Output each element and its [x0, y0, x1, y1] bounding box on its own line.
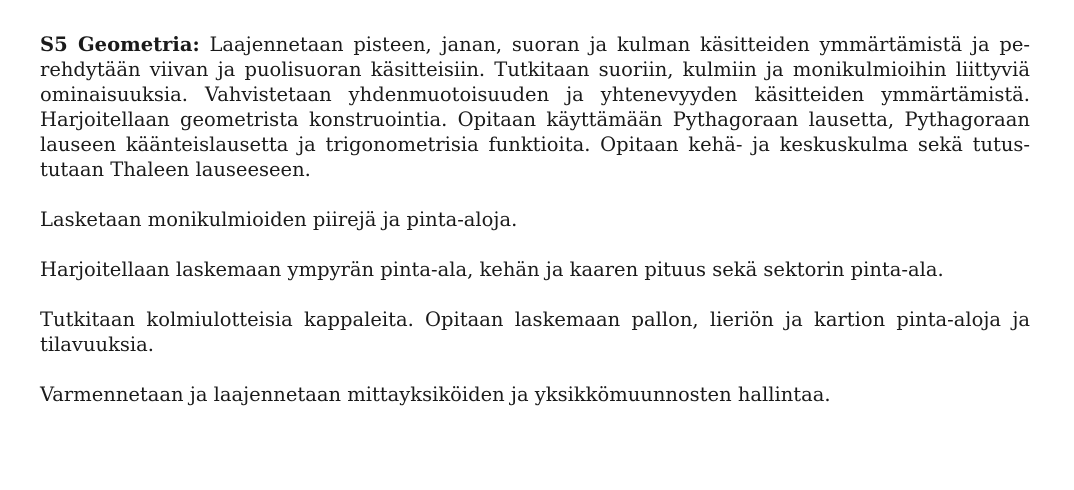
section-intro-paragraph — [40, 32, 1030, 182]
intro-line-1 — [40, 32, 1030, 57]
paragraph-3d-bodies — [40, 307, 1030, 357]
intro-line-3: ominaisuuksia. Vahvistetaan yhdenmuotoisuuden ja yhtenevyyden käsitteiden ymmärtämistä. — [40, 83, 1030, 106]
paragraph-line: tilavuuksia. — [40, 333, 154, 356]
intro-line-4: Harjoitellaan geometrista konstruointia. Opitaan käyttämään Pythagoraan lausetta, Pythagoraan — [40, 108, 1030, 131]
paragraph-line: Tutkitaan kolmiulotteisia kappaleita. Opitaan laskemaan pallon, lieriön ja kartion pinta-aloja ja — [40, 308, 1030, 331]
paragraph-line: Varmennetaan ja laajennetaan mittayksiköiden ja yksikkömuunnosten hallintaa. — [40, 383, 831, 406]
intro-line-1-text: Laajennetaan pisteen, janan, suoran ja kulman käsitteiden ymmärtämistä ja pe- — [209, 33, 1030, 56]
paragraph-perimeters — [40, 207, 1030, 232]
paragraph-line: Harjoitellaan laskemaan ympyrän pinta-ala, kehän ja kaaren pituus sekä sektorin pinta-ala. — [40, 258, 944, 281]
paragraph-line: Lasketaan monikulmioiden piirejä ja pinta-aloja. — [40, 208, 518, 231]
paragraph-circle-area — [40, 257, 1030, 282]
intro-line-5: lauseen käänteislausetta ja trigonometrisia funktioita. Opitaan kehä- ja keskuskulma sekä tutus- — [40, 133, 1030, 156]
intro-line-2: rehdytään viivan ja puolisuoran käsitteisiin. Tutkitaan suoriin, kulmiin ja monikulmioihin liittyviä — [40, 58, 1030, 81]
section-heading: S5 Geometria: — [40, 33, 200, 56]
intro-line-6: tutaan Thaleen lauseeseen. — [40, 158, 311, 181]
document-page — [40, 32, 1030, 432]
paragraph-units — [40, 382, 1030, 407]
